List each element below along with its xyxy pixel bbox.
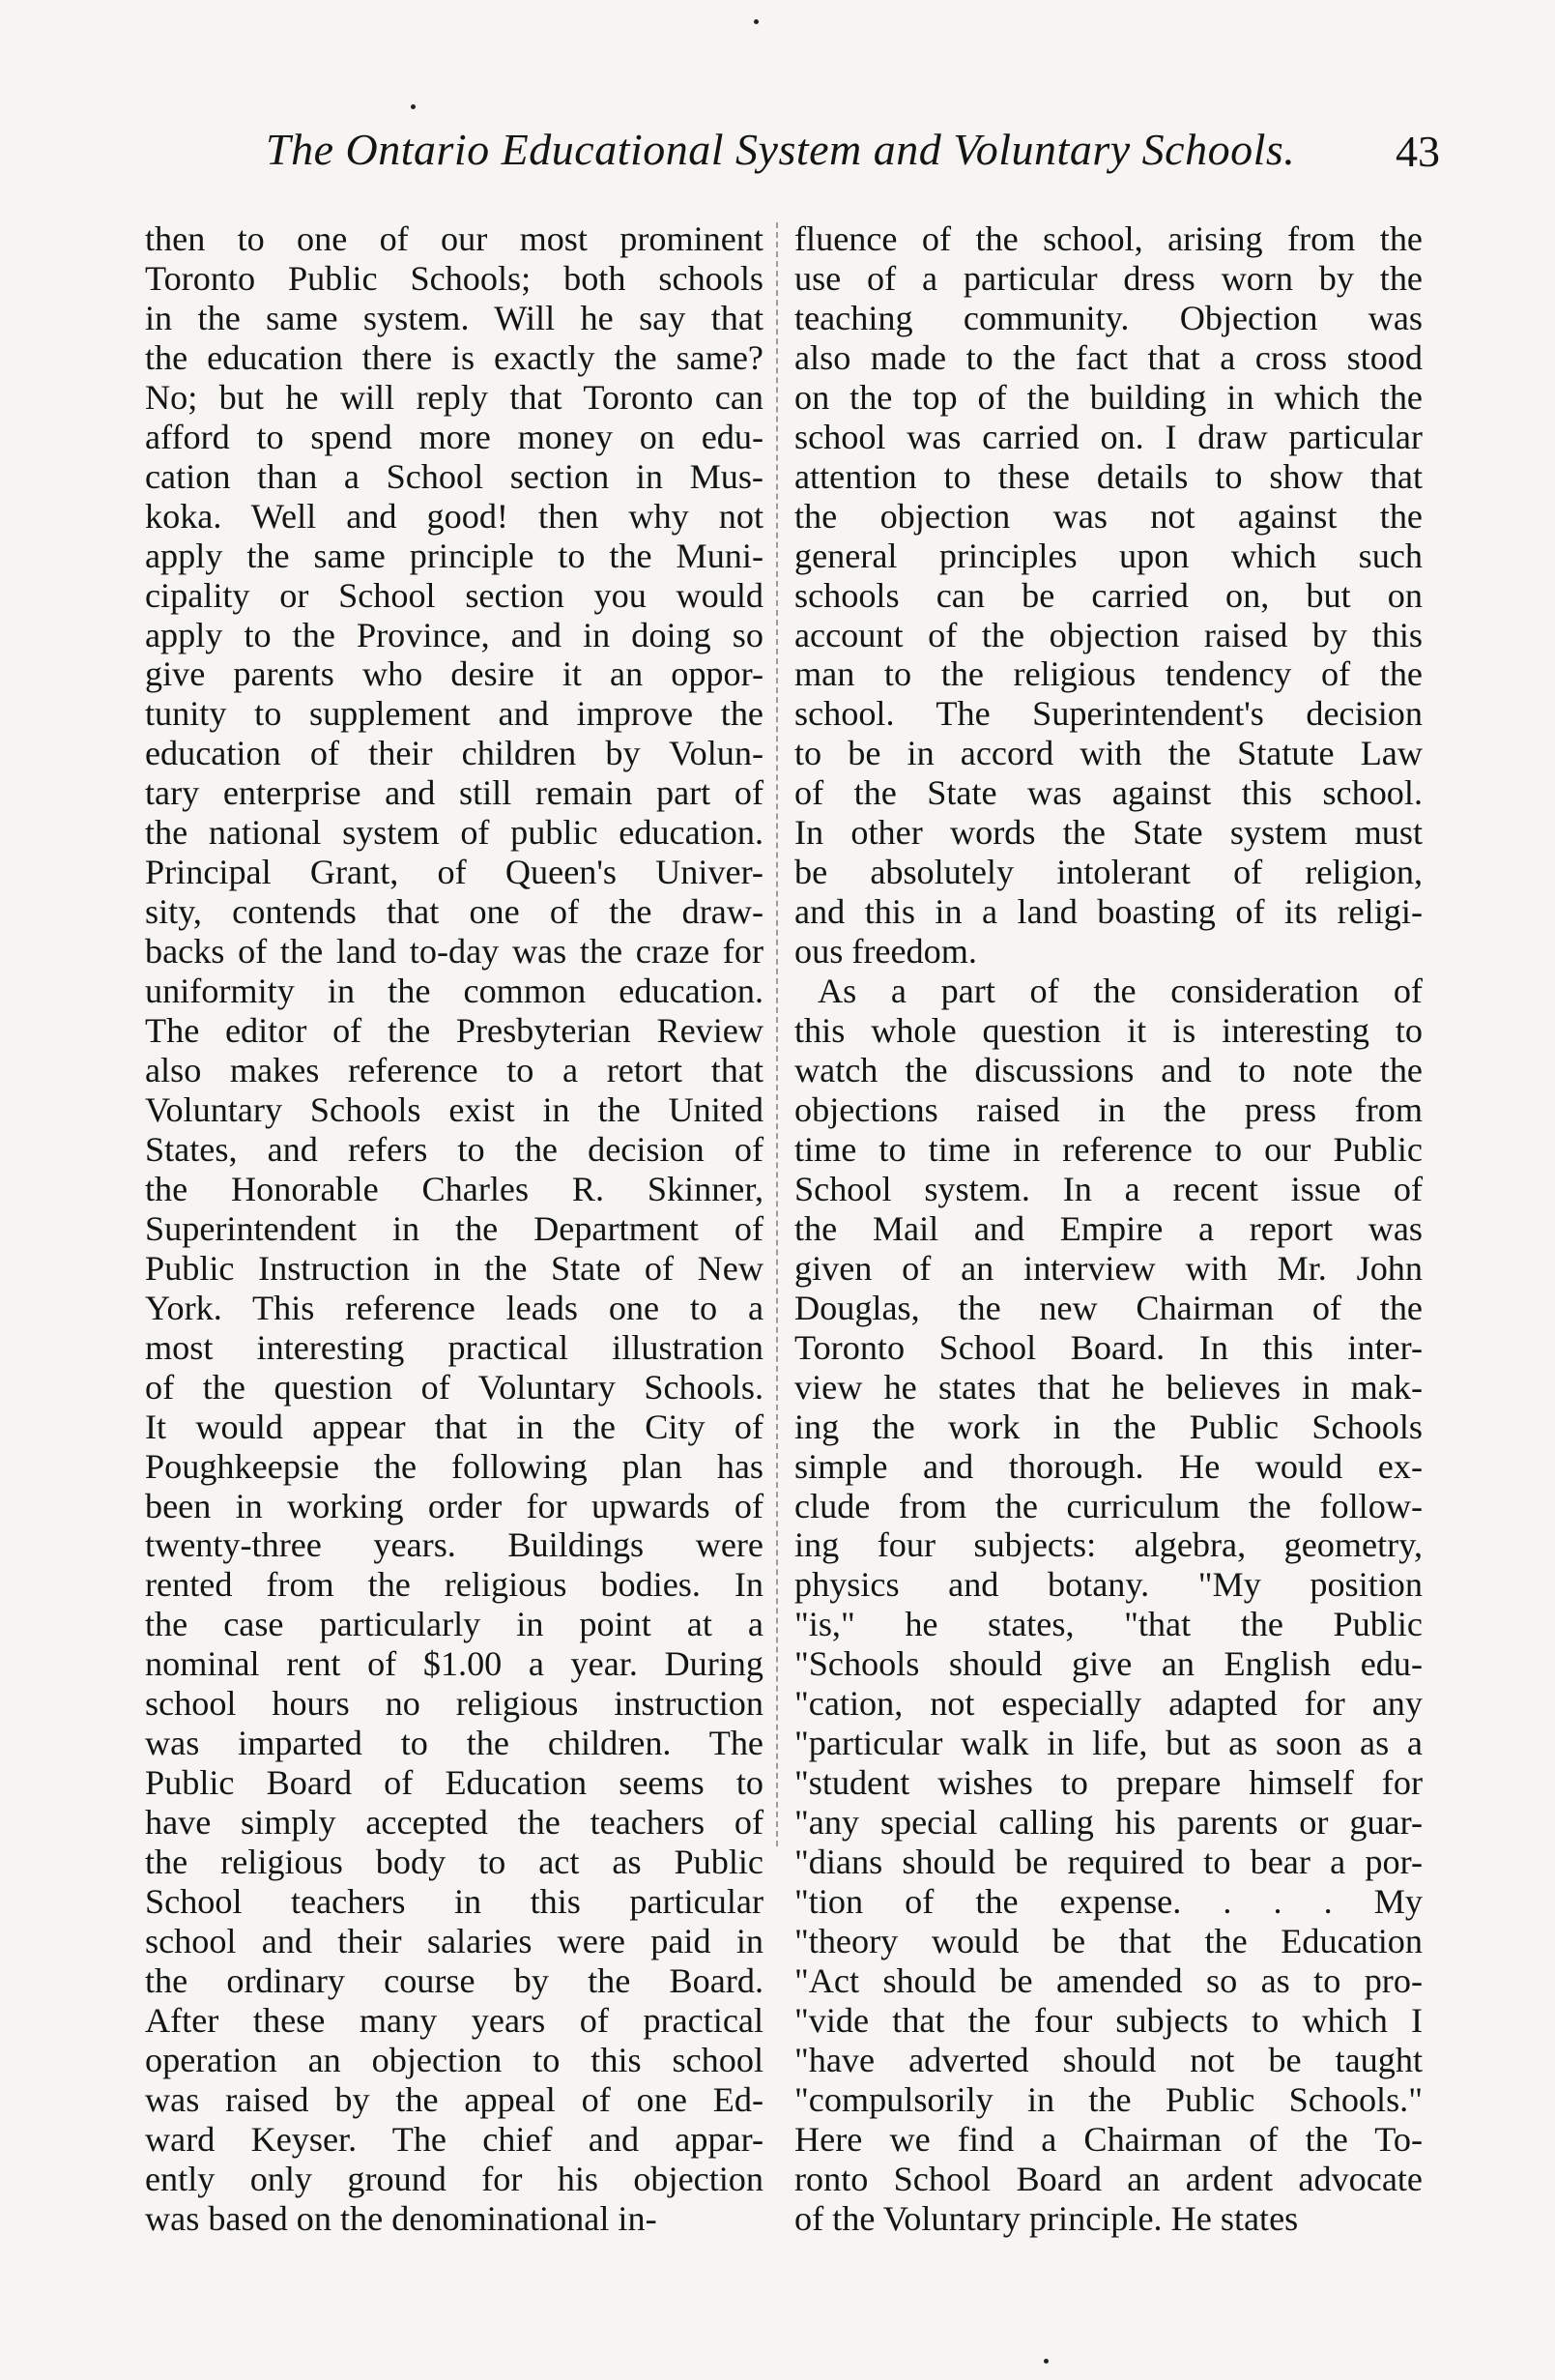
text-line: afford to spend more money on edu- (145, 417, 763, 456)
text-line: "compulsorily in the Public Schools." (794, 2079, 1423, 2119)
text-line: of the Voluntary principle. He states (794, 2198, 1299, 2238)
page-number: 43 (1396, 127, 1440, 176)
text-line: Toronto School Board. In this inter- (794, 1327, 1423, 1367)
text-line: was imparted to the children. The (145, 1724, 763, 1763)
print-speck (754, 19, 759, 24)
text-line: be absolutely intolerant of religion, (794, 853, 1423, 892)
text-line: After these many years of practical (145, 2000, 763, 2040)
text-line: ing the work in the Public Schools (794, 1407, 1423, 1446)
text-line: ently only ground for his objection (145, 2159, 763, 2198)
text-line: teaching community. Objection was (794, 298, 1423, 337)
text-line: simple and thorough. He would ex- (794, 1446, 1423, 1486)
text-line: rented from the religious bodies. In (145, 1565, 763, 1605)
text-line: of the question of Voluntary Schools. (145, 1367, 763, 1407)
text-line: of the State was against this school. (794, 773, 1423, 813)
text-line: objections raised in the press from (794, 1089, 1423, 1129)
text-line: "student wishes to prepare himself for (794, 1763, 1423, 1803)
text-line: also made to the fact that a cross stood (794, 337, 1423, 377)
text-line: fluence of the school, arising from the (794, 219, 1423, 258)
text-line: apply the same principle to the Muni- (145, 536, 763, 575)
text-line: operation an objection to this school (145, 2040, 763, 2079)
text-line: "tion of the expense. . . . My (794, 1882, 1423, 1922)
text-line: As a part of the consideration of (818, 972, 1423, 1011)
text-line: apply to the Province, and in doing so (145, 615, 763, 654)
column-divider (776, 222, 778, 1846)
text-line: ward Keyser. The chief and appar- (145, 2119, 763, 2159)
text-line: and this in a land boasting of its religi- (794, 892, 1423, 932)
text-line: time to time in reference to our Public (794, 1129, 1423, 1169)
text-line: York. This reference leads one to a (145, 1288, 763, 1327)
text-line: Superintendent in the Department of (145, 1208, 763, 1248)
text-line: "have adverted should not be taught (794, 2040, 1423, 2079)
text-line: Here we find a Chairman of the To- (794, 2119, 1423, 2159)
text-line: then to one of our most prominent (145, 219, 763, 258)
text-line: this whole question it is interesting to (794, 1011, 1423, 1051)
text-line: view he states that he believes in mak- (794, 1367, 1423, 1407)
text-line: account of the objection raised by this (794, 615, 1423, 654)
text-line: "cation, not especially adapted for any (794, 1684, 1423, 1724)
text-line: Public Board of Education seems to (145, 1763, 763, 1803)
text-line: clude from the curriculum the follow- (794, 1486, 1423, 1525)
text-line: Poughkeepsie the following plan has (145, 1446, 763, 1486)
left-column (145, 219, 763, 2239)
text-line: uniformity in the common education. (145, 972, 763, 1011)
text-line: education of their children by Volun- (145, 734, 763, 773)
text-line: "Act should be amended so as to pro- (794, 1960, 1423, 2000)
text-line: "theory would be that the Education (794, 1921, 1423, 1960)
text-line: in the same system. Will he say that (145, 298, 763, 337)
text-line: was based on the denominational in- (145, 2198, 657, 2238)
right-column (794, 219, 1423, 2239)
text-line: Voluntary Schools exist in the United (145, 1089, 763, 1129)
text-line: ronto School Board an ardent advocate (794, 2159, 1423, 2198)
text-line: Public Instruction in the State of New (145, 1248, 763, 1288)
text-line: the religious body to act as Public (145, 1843, 763, 1882)
text-line: school hours no religious instruction (145, 1684, 763, 1724)
text-line: watch the discussions and to note the (794, 1051, 1423, 1090)
text-line: School system. In a recent issue of (794, 1169, 1423, 1208)
text-line: tary enterprise and still remain part of (145, 773, 763, 813)
print-speck (1044, 2359, 1049, 2364)
text-line: Douglas, the new Chairman of the (794, 1288, 1423, 1327)
text-line: cation than a School section in Mus- (145, 456, 763, 496)
text-line: No; but he will reply that Toronto can (145, 377, 763, 417)
text-line: "vide that the four subjects to which I (794, 2000, 1423, 2040)
text-line: Principal Grant, of Queen's Univer- (145, 853, 763, 892)
text-line: States, and refers to the decision of (145, 1129, 763, 1169)
text-line: use of a particular dress worn by the (794, 258, 1423, 298)
text-line: to be in accord with the Statute Law (794, 734, 1423, 773)
text-line: given of an interview with Mr. John (794, 1248, 1423, 1288)
text-line: was raised by the appeal of one Ed- (145, 2079, 763, 2119)
text-line: also makes reference to a retort that (145, 1051, 763, 1090)
text-line: Toronto Public Schools; both schools (145, 258, 763, 298)
text-line: koka. Well and good! then why not (145, 496, 763, 536)
text-line: the national system of public education. (145, 813, 763, 853)
text-line: have simply accepted the teachers of (145, 1803, 763, 1843)
page-header (145, 124, 1440, 182)
text-line: "dians should be required to bear a por- (794, 1843, 1423, 1882)
text-line: the objection was not against the (794, 496, 1423, 536)
text-line: physics and botany. "My position (794, 1565, 1423, 1605)
text-line: the education there is exactly the same? (145, 337, 763, 377)
text-line: been in working order for upwards of (145, 1486, 763, 1525)
text-line: In other words the State system must (794, 813, 1423, 853)
text-line: "any special calling his parents or guar- (794, 1803, 1423, 1843)
text-line: man to the religious tendency of the (794, 654, 1423, 694)
text-line: the case particularly in point at a (145, 1605, 763, 1644)
text-line: attention to these details to show that (794, 456, 1423, 496)
text-line: the Mail and Empire a report was (794, 1208, 1423, 1248)
text-line: schools can be carried on, but on (794, 575, 1423, 615)
text-line: on the top of the building in which the (794, 377, 1423, 417)
text-line: The editor of the Presbyterian Review (145, 1011, 763, 1051)
text-line: "particular walk in life, but as soon as a (794, 1724, 1423, 1763)
print-speck (411, 104, 416, 109)
text-line: school was carried on. I draw particular (794, 417, 1423, 456)
text-line: ing four subjects: algebra, geometry, (794, 1525, 1423, 1565)
text-line: give parents who desire it an oppor- (145, 654, 763, 694)
text-line: ous freedom. (794, 932, 977, 972)
text-line: nominal rent of $1.00 a year. During (145, 1644, 763, 1684)
text-line: school. The Superintendent's decision (794, 694, 1423, 734)
text-line: most interesting practical illustration (145, 1327, 763, 1367)
text-line: school and their salaries were paid in (145, 1921, 763, 1960)
text-line: It would appear that in the City of (145, 1407, 763, 1446)
text-line: general principles upon which such (794, 536, 1423, 575)
running-title: The Ontario Educational System and Voluntary Schools. (266, 125, 1296, 174)
text-line: twenty-three years. Buildings were (145, 1525, 763, 1565)
text-line: cipality or School section you would (145, 575, 763, 615)
text-line: the ordinary course by the Board. (145, 1960, 763, 2000)
text-line: "is," he states, "that the Public (794, 1605, 1423, 1644)
text-line: School teachers in this particular (145, 1882, 763, 1922)
text-line: tunity to supplement and improve the (145, 694, 763, 734)
text-line: the Honorable Charles R. Skinner, (145, 1169, 763, 1208)
text-line: "Schools should give an English edu- (794, 1644, 1423, 1684)
text-line: sity, contends that one of the draw- (145, 892, 763, 932)
text-line: backs of the land to-day was the craze for (145, 932, 763, 972)
